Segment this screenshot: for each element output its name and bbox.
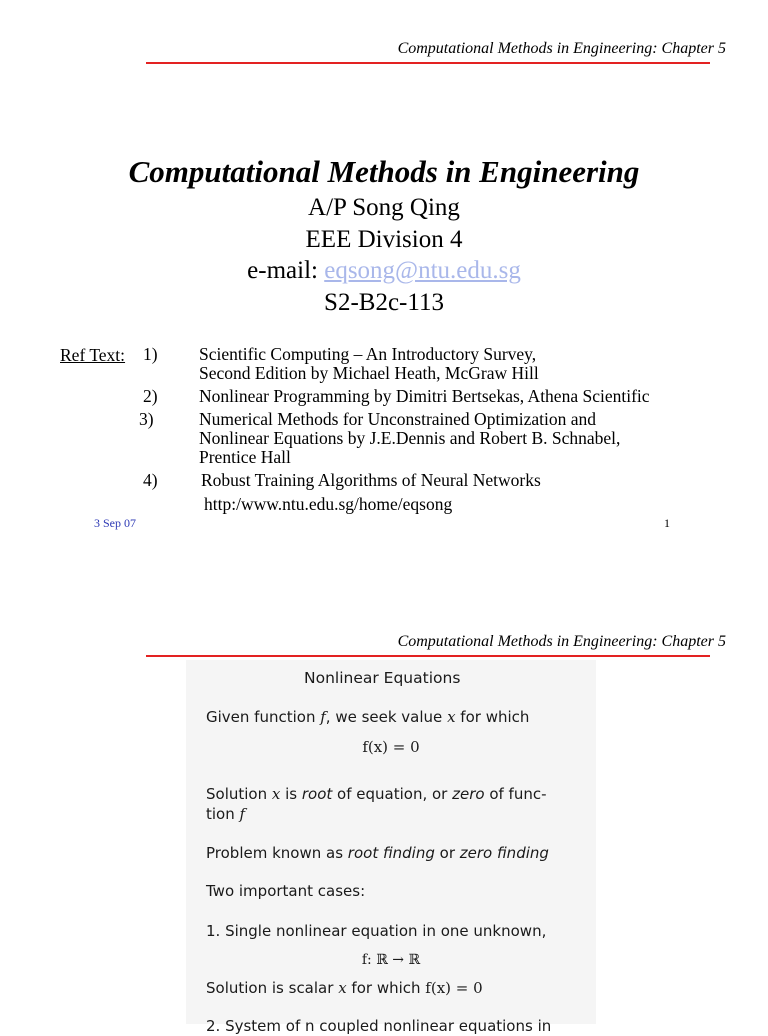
- course-url[interactable]: http:/www.ntu.edu.sg/home/eqsong: [204, 494, 453, 514]
- ref-3-line-2: Nonlinear Equations by J.E.Dennis and Robert B. Schnabel,: [199, 428, 621, 448]
- ref-3-line-3: Prentice Hall: [199, 447, 291, 467]
- slide-2-content-panel: [186, 660, 596, 1035]
- case-2-line-partial: 2. System of n coupled nonlinear equations in: [206, 1017, 552, 1035]
- panel-title: Nonlinear Equations: [304, 669, 461, 687]
- math-x: x: [271, 785, 281, 803]
- equation-f-x-eq-0: f(x) = 0: [362, 738, 420, 756]
- text-fragment: Solution: [206, 785, 272, 803]
- math-x: x: [338, 979, 347, 997]
- scalar-solution-line: [206, 978, 483, 998]
- ref-1-line-2: Second Edition by Michael Heath, McGraw Hill: [199, 363, 539, 383]
- math-f: f: [239, 805, 246, 823]
- solution-root-line-2: [206, 804, 245, 824]
- email-label: e-mail:: [247, 257, 325, 284]
- ref-1-number: 1): [143, 344, 158, 364]
- ref-text-label: Ref Text:: [60, 345, 126, 365]
- two-cases-line: Two important cases:: [206, 882, 366, 900]
- text-fragment: Solution is scalar: [206, 979, 339, 997]
- emphasis-root-finding: root finding: [347, 844, 435, 862]
- ref-3-line-1: Numerical Methods for Unconstrained Optimization and: [199, 409, 597, 429]
- text-fragment: for which: [346, 979, 426, 997]
- slide-1-header-rule: [146, 62, 710, 64]
- text-fragment: of func-: [484, 785, 547, 803]
- text-fragment: or: [434, 844, 460, 862]
- mapping-r-to-r: f: ℝ → ℝ: [361, 952, 421, 968]
- slide-page-number: 1: [664, 516, 670, 530]
- text-fragment: Given function: [206, 708, 321, 726]
- root-finding-line: [206, 843, 549, 863]
- email-line: [0, 255, 768, 287]
- emphasis-zero-finding: zero finding: [459, 844, 549, 862]
- text-fragment: is: [280, 785, 302, 803]
- emphasis-root: root: [301, 785, 333, 803]
- slide-2-header: Computational Methods in Engineering: Chapter 5: [397, 633, 726, 650]
- ref-4-line-1: Robust Training Algorithms of Neural Networks: [201, 470, 541, 490]
- text-fragment: of equation, or: [332, 785, 453, 803]
- equation-inline: f(x) = 0: [425, 979, 483, 997]
- math-x: x: [447, 708, 456, 726]
- ref-3-number: 3): [139, 409, 154, 429]
- ref-1-line-1: Scientific Computing – An Introductory Survey,: [199, 344, 537, 364]
- text-fragment: , we seek value: [325, 708, 448, 726]
- course-title: Computational Methods in Engineering: [128, 154, 640, 189]
- slide-2-header-rule: [146, 655, 710, 657]
- math-f: f: [320, 708, 326, 726]
- slide-date: 3 Sep 07: [94, 516, 136, 530]
- ref-2-number: 2): [143, 386, 158, 406]
- given-function-line: [206, 707, 529, 727]
- text-fragment: Problem known as: [206, 844, 348, 862]
- author-name: A/P Song Qing: [308, 194, 460, 221]
- case-1-line: 1. Single nonlinear equation in one unknown,: [206, 922, 547, 940]
- office-location: S2-B2c-113: [324, 288, 444, 316]
- slide-1-header: Computational Methods in Engineering: Chapter 5: [397, 40, 726, 57]
- text-fragment: tion: [206, 805, 240, 823]
- ref-2-line-1: Nonlinear Programming by Dimitri Bertsekas, Athena Scientific: [199, 386, 650, 406]
- solution-root-line: [206, 784, 547, 804]
- emphasis-zero: zero: [452, 785, 485, 803]
- text-fragment: for which: [455, 708, 530, 726]
- division-name: EEE Division 4: [305, 225, 463, 253]
- ref-4-number: 4): [143, 470, 158, 490]
- email-link[interactable]: eqsong@ntu.edu.sg: [324, 257, 521, 284]
